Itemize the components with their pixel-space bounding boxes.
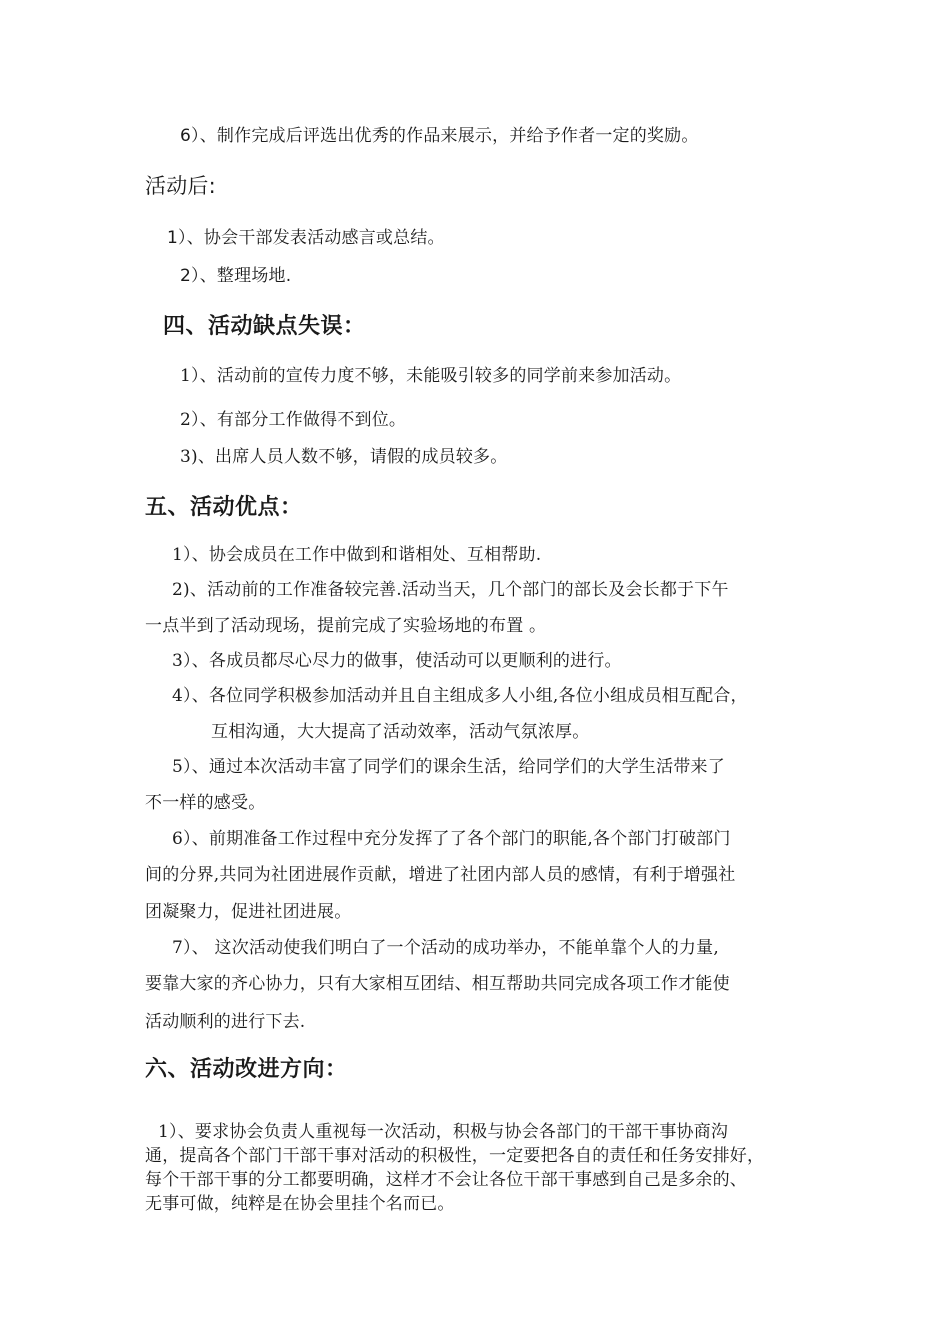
paragraph-line: 互相沟通，大大提高了活动效率，活动气氛浓厚。 [211, 722, 590, 742]
list-item: 2）、整理场地. [180, 266, 292, 286]
paragraph-line: 1）、协会成员在工作中做到和谐相处、互相帮助. [172, 545, 542, 565]
list-item: 2）、有部分工作做得不到位。 [180, 410, 407, 430]
section-heading-5: 五、活动优点： [145, 495, 303, 520]
list-item: 3)、出席人员人数不够，请假的成员较多。 [180, 447, 508, 467]
paragraph-line: 通，提高各个部门干部干事对活动的积极性，一定要把各自的责任和任务安排好， [145, 1146, 765, 1166]
list-item: 1）、活动前的宣传力度不够，未能吸引较多的同学前来参加活动。 [180, 366, 682, 386]
paragraph-line: 5）、通过本次活动丰富了同学们的课余生活，给同学们的大学生活带来了 [172, 757, 725, 777]
paragraph-line: 活动顺利的进行下去. [145, 1012, 306, 1032]
paragraph-line: 3）、各成员都尽心尽力的做事，使活动可以更顺利的进行。 [172, 651, 622, 671]
section-heading-4: 四、活动缺点失误： [163, 314, 366, 339]
paragraph-line: 一点半到了活动现场，提前完成了实验场地的布置 。 [145, 616, 547, 636]
paragraph-line: 不一样的感受。 [145, 793, 266, 813]
paragraph-line: 无事可做，纯粹是在协会里挂个名而已。 [145, 1194, 455, 1214]
paragraph-line: 4）、各位同学积极参加活动并且自主组成多人小组,各位小组成员相互配合， [172, 686, 748, 706]
paragraph-line: 1）、要求协会负责人重视每一次活动，积极与协会各部门的干部干事协商沟 [158, 1122, 729, 1142]
paragraph-line: 2)、活动前的工作准备较完善.活动当天，几个部门的部长及会长都于下午 [172, 580, 729, 600]
section-heading-6: 六、活动改进方向： [145, 1057, 348, 1082]
paragraph-line: 每个干部干事的分工都要明确，这样才不会让各位干部干事感到自己是多余的、 [145, 1170, 747, 1190]
list-item: 6）、制作完成后评选出优秀的作品来展示，并给予作者一定的奖励。 [180, 126, 699, 146]
paragraph-line: 6）、前期准备工作过程中充分发挥了了各个部门的职能,各个部门打破部门 [172, 829, 731, 849]
paragraph-line: 7）、 这次活动使我们明白了一个活动的成功举办，不能单靠个人的力量, [172, 938, 719, 958]
paragraph-line: 要靠大家的齐心协力，只有大家相互团结、相互帮助共同完成各项工作才能使 [145, 974, 730, 994]
paragraph-line: 间的分界,共同为社团进展作贡献，增进了社团内部人员的感情，有利于增强社 [145, 865, 736, 885]
paragraph-line: 团凝聚力，促进社团进展。 [145, 902, 352, 922]
section-heading-after-activity: 活动后: [145, 174, 216, 198]
list-item: 1）、协会干部发表活动感言或总结。 [167, 228, 445, 248]
